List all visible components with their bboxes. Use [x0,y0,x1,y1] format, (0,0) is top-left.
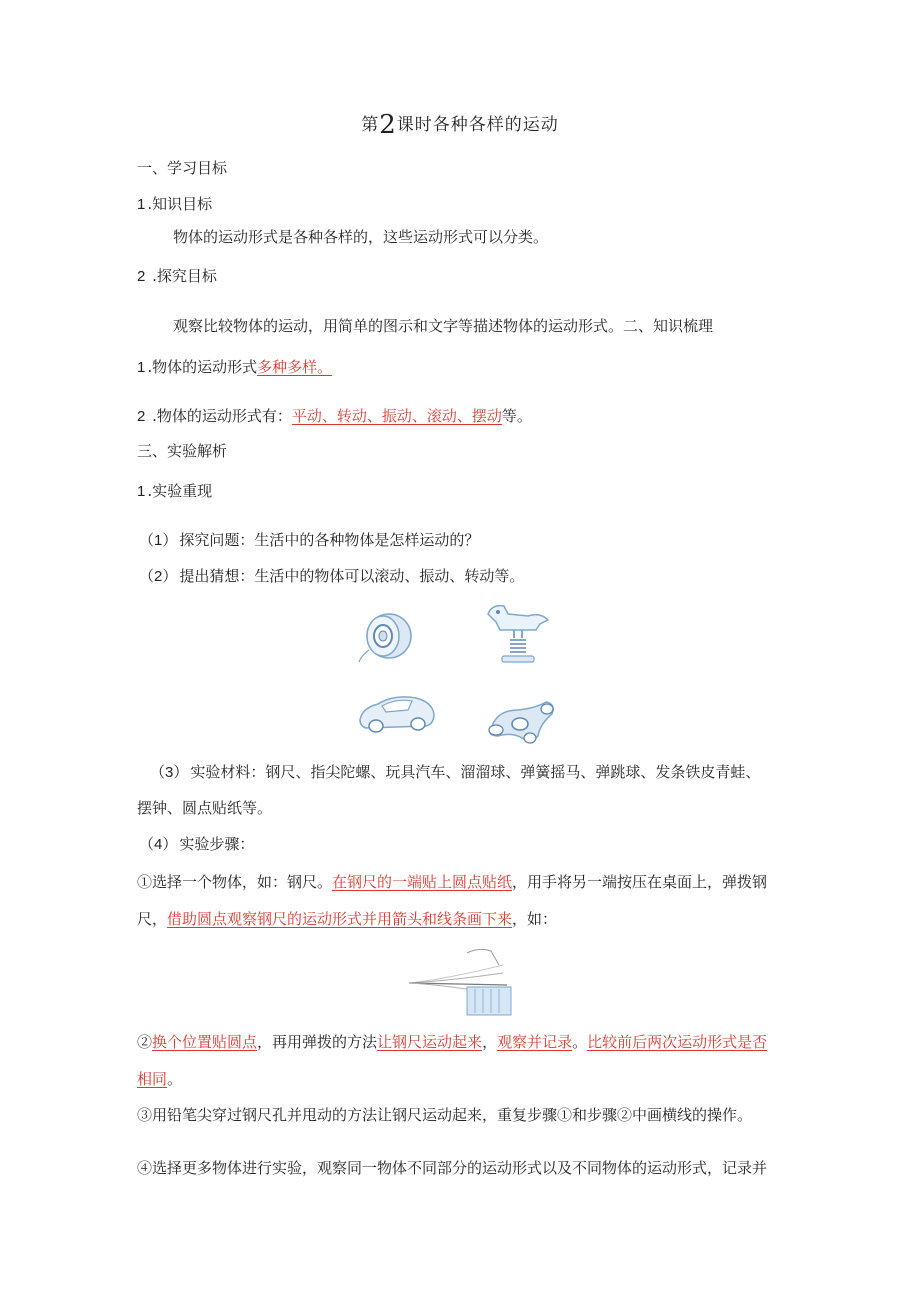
spring-rocking-horse-illustration [478,600,556,666]
question-3-continued: 摆钟、圆点贴纸等。 [137,799,273,817]
step-2-continued: 相同。 [137,1070,183,1088]
goal-inquiry-heading: 2 .探究目标 [137,267,217,285]
goal-inquiry-text: 观察比较物体的运动，用简单的图示和文字等描述物体的运动形式。二、知识梳理 [173,317,714,335]
step-3: ③用铅笔尖穿过钢尺孔并甩动的方法让钢尺运动起来，重复步骤①和步骤②中画横线的操作。 [137,1106,753,1124]
title-number: 2 [379,110,397,140]
fidget-spinner-illustration [478,696,560,746]
knowledge-item-2: 2 .物体的运动形式有：平动、转动、振动、滚动、摆动等。 [137,407,532,425]
question-3: （3） 实验材料：钢尺、指尖陀螺、玩具汽车、溜溜球、弹簧摇马、弹跳球、发条铁皮青蛙、 [150,763,761,781]
step-1: ①选择一个物体，如：钢尺。在钢尺的一端贴上圆点贴纸，用手将另一端按压在桌面上，弹拨钢 [137,873,768,891]
question-4: （4） 实验步骤： [139,835,255,853]
vibrating-ruler-illustration [407,945,517,1017]
step-4: ④选择更多物体进行实验，观察同一物体不同部分的运动形式以及不同物体的运动形式，记录并 [137,1159,768,1177]
knowledge-item-1: 1 .物体的运动形式多种多样。 [137,358,333,376]
step-1-continued: 尺，借助圆点观察钢尺的运动形式并用箭头和线条画下来，如： [137,910,558,928]
goal-knowledge-heading: 1 .知识目标 [137,195,213,213]
question-2: （2） 提出猜想：生活中的物体可以滚动、振动、转动等。 [139,567,525,585]
step-2: ②换个位置贴圆点，再用弹拨的方法让钢尺运动起来，观察并记录。比较前后两次运动形式是否 [137,1033,768,1051]
section-heading-goals: 一、学习目标 [137,159,228,177]
toy-car-illustration [356,690,438,738]
goal-knowledge-text: 物体的运动形式是各种各样的，这些运动形式可以分类。 [173,228,549,246]
yoyo-illustration [355,610,415,666]
page-title: 第2课时各种各样的运动 [361,110,559,140]
section-heading-experiment: 三、实验解析 [137,442,228,460]
question-1: （1） 探究问题：生活中的各种物体是怎样运动的？ [139,531,480,549]
experiment-replay-heading: 1 .实验重现 [137,482,213,500]
